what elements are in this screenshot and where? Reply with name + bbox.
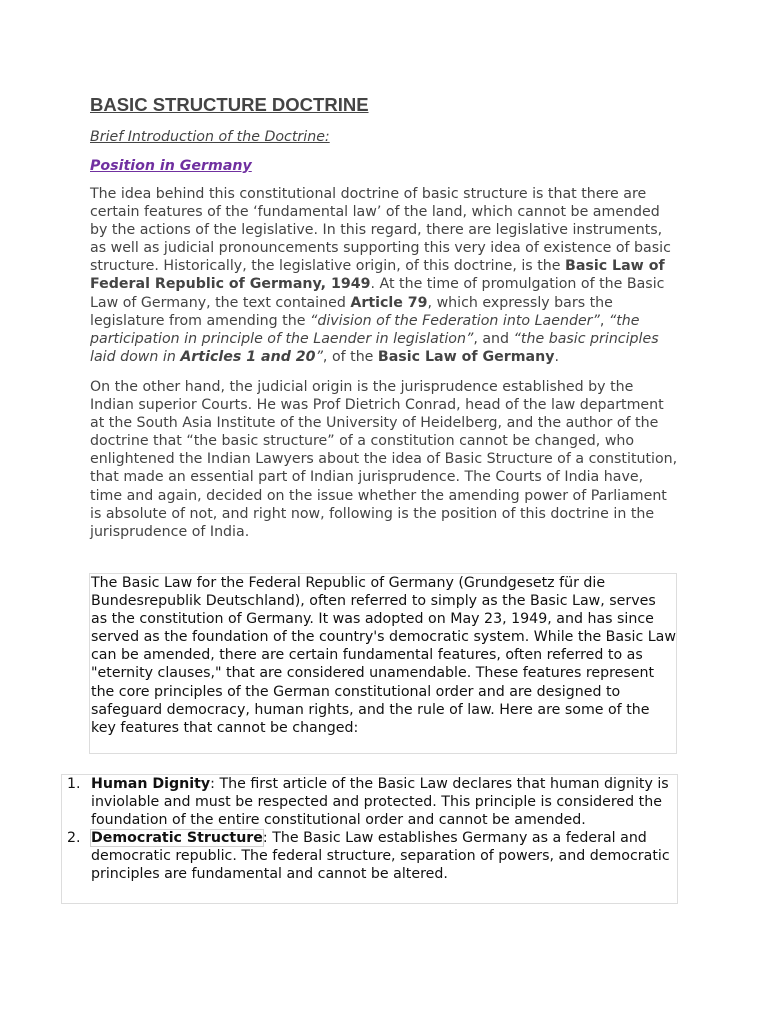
- list-item: [62, 829, 677, 883]
- para1-text-7: .: [554, 348, 559, 365]
- para1-text-6: , of the: [322, 348, 378, 365]
- section-heading: Position in Germany: [90, 158, 252, 174]
- list-term-human-dignity: Human Dignity: [91, 776, 211, 792]
- para1-quote-division: “division of the Federation into Laender”: [309, 312, 600, 329]
- para1-quote-participation: “the participation in principle of the Laender in legislation”: [90, 312, 640, 347]
- list-item: [62, 775, 677, 829]
- eternity-clauses-list: [62, 775, 677, 884]
- para1-text-3: , which expressly bars the legislature from amending the: [90, 294, 613, 329]
- list-text: : The first article of the Basic Law declares that human dignity is inviolable and must be respected and protected. This principle is considered the foundation of the entire constitutional order and cannot be amended.: [91, 776, 669, 829]
- para1-text-5: , and: [473, 330, 514, 347]
- eternity-clauses-list-box: [61, 774, 678, 904]
- para1-quote-close: ”: [315, 348, 323, 365]
- document-body: [90, 94, 678, 541]
- paragraph-legislative-origin: [90, 185, 678, 366]
- basic-law-summary-text: The Basic Law for the Federal Republic of Germany (Grundgesetz für die Bundesrepublik Deutschland), often referred to simply as the Basic Law, serves as the constitution of Germany. It was adopted on May 23, 1949, and has since served as the foundation of the country's democratic system. While the Basic Law can be amended, there are certain fundamental features, often referred to as "eternity clauses," that are considered unamendable. These features represent the core principles of the German constitutional order and are designed to safeguard democracy, human rights, and the rule of law. Here are some of the key features that cannot be changed:: [91, 575, 676, 736]
- para1-bold-basic-law-1949: Basic Law of Federal Republic of Germany, 1949: [90, 258, 665, 293]
- document-title: BASIC STRUCTURE DOCTRINE: [90, 94, 369, 115]
- list-term-democratic-structure: Democratic Structure: [91, 830, 263, 847]
- intro-heading: Brief Introduction of the Doctrine:: [90, 129, 330, 145]
- list-text: : The Basic Law establishes Germany as a federal and democratic republic. The federal structure, separation of powers, and democratic principles are fundamental and cannot be altered.: [91, 830, 670, 883]
- list-number: 2.: [67, 830, 81, 847]
- para1-bold-article-79: Article 79: [350, 294, 428, 311]
- para1-text-1: The idea behind this constitutional doctrine of basic structure is that there are certain features of the ‘fundamental law’ of the land, which cannot be amended by the actions of the legislative. In this regard, there are legislative instruments, as well as judicial pronouncements supporting this very idea of existence of basic structure. Historically, the legislative origin, of this doctrine, is the: [90, 186, 671, 275]
- para1-text-2: . At the time of promulgation of the Basic Law of Germany, the text contained: [90, 276, 665, 311]
- paragraph-judicial-origin: On the other hand, the judicial origin is the jurisprudence established by the Indian superior Courts. He was Prof Dietrich Conrad, head of the law department at the South Asia Institute of the University of Heidelberg, and the author of the doctrine that “the basic structure” of a constitution cannot be changed, who enlightened the Indian Lawyers about the idea of Basic Structure of a constitution, that made an essential part of Indian jurisprudence. The Courts of India have, time and again, decided on the issue whether the amending power of Parliament is absolute of not, and right now, following is the position of this doctrine in the jurisprudence of India.: [90, 378, 678, 540]
- list-number: 1.: [67, 776, 81, 792]
- para1-bold-articles-1-and-20: Articles 1 and 20: [180, 348, 316, 365]
- para1-bold-basic-law-germany: Basic Law of Germany: [377, 348, 555, 365]
- basic-law-summary-box: [89, 573, 677, 754]
- para1-quote-basic-principles: “the basic principles laid down in: [90, 330, 659, 365]
- para1-text-4: ,: [599, 312, 609, 329]
